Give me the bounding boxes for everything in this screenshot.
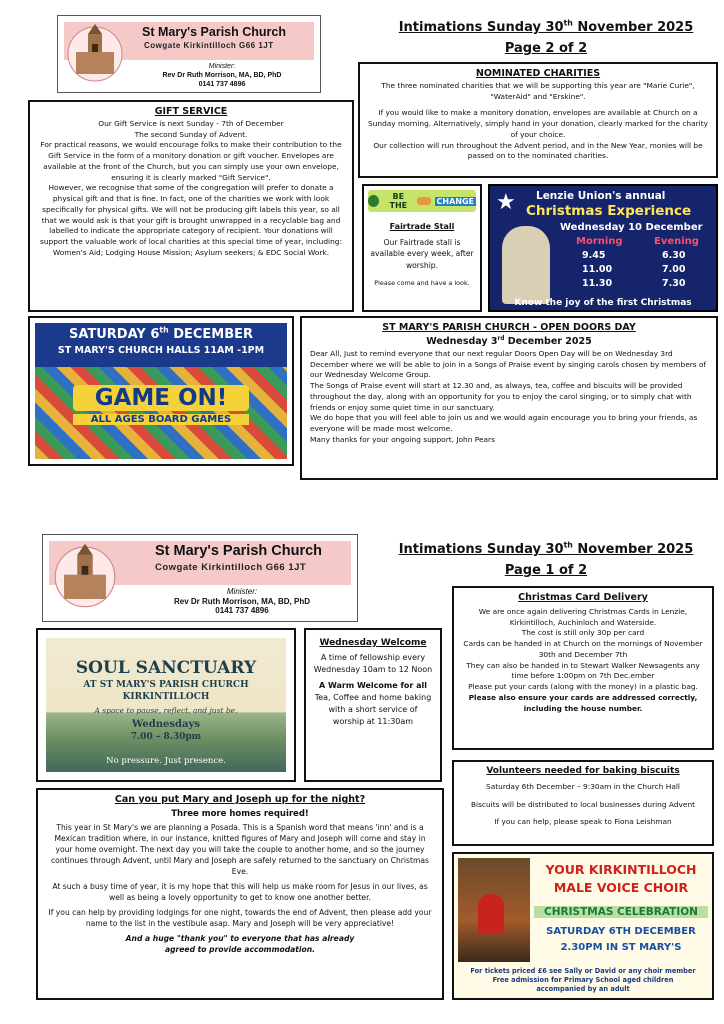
- church-logo-box: [42, 534, 358, 622]
- charities-text-1: The three nominated charities that we will be supporting this year are "Marie Curie", "WaterAid" and "Erskine".: [381, 81, 695, 101]
- soul-sanctuary-box: [36, 628, 296, 782]
- open-doors-day-box: [300, 316, 718, 480]
- soul-sanctuary-poster: [46, 638, 286, 772]
- gift-line-1: Our Gift Service is next Sunday - 7th of December: [98, 119, 284, 128]
- open-doors-text-3: We do hope that you will feel able to join us and we would again encourage you to bring your friends, as everyone will be made most welcome.: [310, 413, 698, 434]
- charities-text-3: Our collection will run throughout the Advent period, and in the New Year, monies will be passed on to the nominated charities.: [373, 140, 703, 161]
- minister-name: Rev Dr Ruth Morrison, MA, BD, PhD: [162, 71, 282, 79]
- church-name: St Mary's Parish Church: [142, 25, 286, 39]
- choir-line-1: YOUR KIRKINTILLOCH: [545, 862, 697, 877]
- open-doors-text-2: The Songs of Praise event will start at 12.30 and, as always, tea, coffee and biscuits will be provided throughout the day, along with an opportunity for you to enjoy the carol singing, or to simply chat with friends or enjoy some quiet time in our sanctuary.: [310, 381, 692, 412]
- welcome-line-2: A Warm Welcome for all: [318, 681, 428, 690]
- wednesday-welcome-box: [304, 628, 442, 782]
- morning-time: 11.00: [582, 264, 613, 275]
- soul-church: AT ST MARY'S PARISH CHURCH: [83, 680, 249, 690]
- volunteers-title: Volunteers needed for baking biscuits: [486, 766, 680, 776]
- fairtrade-box: [362, 184, 482, 312]
- gift-text-3: Women's Aid; Lodging House Mission; Asylum seekers; & EDC Social Work.: [52, 247, 330, 257]
- church-building-icon: [53, 543, 117, 613]
- poster-title: Christmas Experience: [526, 203, 692, 219]
- angel-figure: [502, 226, 550, 304]
- church-logo-box: [57, 15, 321, 93]
- fairtrade-text: Our Fairtrade stall is available every week, after worship.: [370, 238, 474, 270]
- church-address: Cowgate Kirkintilloch G66 1JT: [144, 41, 274, 50]
- star-icon: ★: [496, 190, 516, 215]
- church-phone: 0141 737 4896: [215, 606, 269, 616]
- santa-figure: [478, 894, 504, 934]
- charities-title: NOMINATED CHARITIES: [475, 68, 601, 79]
- cards-line-3: Cards can be handed in at Church on the mornings of November 30th and December 7th: [463, 639, 703, 659]
- soul-footer: No pressure. Just presence.: [106, 756, 226, 766]
- evening-time: 6.30: [662, 250, 686, 261]
- morning-label: Morning: [576, 236, 623, 247]
- male-voice-choir-poster: [452, 852, 714, 1000]
- open-doors-date: Wednesday 3rd December 2025: [426, 335, 592, 347]
- cards-title: Christmas Card Delivery: [518, 592, 648, 603]
- open-doors-title: ST MARY'S PARISH CHURCH - OPEN DOORS DAY: [382, 322, 636, 333]
- posada-box: [36, 788, 444, 1000]
- posada-text-1: This year in St Mary's we are planning a Posada. This is a Spanish word that means 'inn' and is a Mexican tradition where, in our instance, knitted figures of Mary and Joseph will come and stay in your home overnight. The next day you will take the couple to another home, and so the journey continues through Advent, until Mary and Joseph are safely returned to the sanctuary on Christmas Eve.: [51, 823, 429, 876]
- church-building-icon: [66, 24, 124, 86]
- minister-label: Minister:: [226, 587, 258, 596]
- soul-title: SOUL SANCTUARY: [75, 658, 257, 678]
- soul-time: 7.00 – 8.30pm: [130, 732, 202, 742]
- game-on-title: GAME ON!: [73, 385, 249, 411]
- poster-date: Wednesday 10 December: [560, 222, 703, 233]
- church-name: St Mary's Parish Church: [155, 543, 323, 559]
- game-on-subtitle: ALL AGES BOARD GAMES: [73, 414, 249, 425]
- soul-day: Wednesdays: [132, 719, 200, 730]
- page1-page-number: Page 1 of 2: [504, 563, 588, 578]
- posada-text-4: And a huge "thank you" to everyone that has already agreed to provide accommodation.: [125, 934, 355, 954]
- cards-line-5: Please put your cards (along with the money) in a plastic bag.: [468, 682, 698, 692]
- board-games-artwork: [35, 367, 287, 459]
- minister-label: Minister:: [208, 63, 236, 70]
- posada-subtitle: Three more homes required!: [171, 809, 309, 819]
- christmas-experience-poster: [488, 184, 718, 312]
- gift-service-box: [28, 100, 354, 312]
- fairtrade-title: Fairtrade Stall: [389, 222, 455, 231]
- choir-admission: Free admission for Primary School aged children accompanied by an adult: [492, 976, 674, 994]
- morning-time: 9.45: [582, 250, 606, 261]
- evening-time: 7.00: [662, 264, 686, 275]
- gift-text-2: However, we recognise that some of the congregation will prefer to donate a physical gift and that is fine. In fact, one of the charities we work with look specifically for physical gifts. We will not be producing gift labels this year, so all that we would ask is that your gift is brought unwrapped in a recyclable bag and labelled to indicate the appropriate category of recipient. Your donations will support the valuable work of local charities at this special time of year, including:: [40, 183, 342, 247]
- christmas-card-delivery-box: [452, 586, 714, 750]
- evening-label: Evening: [654, 236, 699, 247]
- church-address: Cowgate Kirkintilloch G66 1JT: [155, 562, 307, 573]
- volunteers-line-1: Saturday 6th December – 9:30am in the Church Hall: [486, 782, 680, 791]
- church-phone: 0141 737 4896: [198, 80, 246, 88]
- cards-line-1: We are once again delivering Christmas Cards in Lenzie, Kirkintilloch, Auchinloch and Waterside.: [478, 607, 688, 627]
- open-doors-text-4: Many thanks for your ongoing support, John Pears: [310, 434, 495, 444]
- welcome-line-1: A time of fellowship every Wednesday 10am to 12 Noon: [313, 653, 433, 674]
- posada-title: Can you put Mary and Joseph up for the night?: [114, 794, 366, 805]
- poster-top-text: Lenzie Union's annual: [536, 190, 666, 202]
- game-on-poster-box: [28, 316, 294, 466]
- volunteers-line-3: If you can help, please speak to Fiona Leishman: [494, 817, 672, 827]
- cards-line-6: Please also ensure your cards are addressed correctly, including the house number.: [468, 692, 698, 713]
- volunteers-box: [452, 760, 714, 846]
- open-doors-text-1: Dear All, Just to remind everyone that our next regular Doors Open Day will be on Wednesday 3rd December where we will be able to join in a Songs of Praise event by singing carols chosen by members of our Wednesday Welcome Group.: [310, 349, 707, 380]
- soul-tagline: A space to pause, reflect, and just be.: [94, 706, 238, 715]
- choir-line-2: MALE VOICE CHOIR: [553, 880, 689, 895]
- nominated-charities-box: [358, 62, 718, 178]
- volunteers-line-2: Biscuits will be distributed to local businesses during Advent: [470, 799, 696, 809]
- cards-line-4: They can also be handed in to Stewart Walker Newsagents any time before 1:00pm on 7th Dec.ember: [466, 660, 700, 681]
- morning-time: 11.30: [582, 278, 613, 289]
- page2-page-number: Page 2 of 2: [504, 41, 588, 56]
- welcome-line-3: Tea, Coffee and home baking with a short service of worship at 11:30am: [314, 693, 432, 726]
- soul-town: KIRKINTILLOCH: [122, 692, 210, 702]
- choir-line-5: 2.30PM IN ST MARY'S: [560, 942, 682, 953]
- choir-line-3: CHRISTMAS CELEBRATION: [534, 906, 708, 918]
- choir-tickets: For tickets priced £6 see Sally or David or any choir member: [470, 967, 696, 976]
- fairtrade-note: Please come and have a look.: [374, 279, 470, 288]
- minister-name: Rev Dr Ruth Morrison, MA, BD, PhD: [173, 596, 310, 606]
- globe-icon: [368, 195, 379, 207]
- cards-line-2: The cost is still only 30p per card: [521, 628, 645, 638]
- fairtrade-banner: BE THE CHANGE: [368, 190, 476, 212]
- evening-time: 7.30: [662, 278, 686, 289]
- posada-text-2: At such a busy time of year, it is my hope that this will help us make room for Jesus in our lives, as well as being a lovely opportunity to get to know one another better.: [52, 882, 428, 902]
- choir-line-4: SATURDAY 6TH DECEMBER: [546, 926, 696, 937]
- posada-text-3: If you can help by providing lodgings for one night, towards the end of Advent, then please add your name to the list in the vestibule asap. Mary and Joseph will be very appreciative!: [48, 908, 432, 928]
- game-on-date: SATURDAY 6th DECEMBER: [68, 325, 254, 342]
- fairtrade-hands-icon: [417, 197, 430, 205]
- gift-service-title: GIFT SERVICE: [154, 106, 228, 117]
- page1-heading: Intimations Sunday 30th November 2025: [398, 540, 694, 557]
- charities-text-2: If you would like to make a monitory donation, envelopes are available at Church on a Sunday morning. Alternatively, simply hand in your donation, clearly marked for the charity of your choice.: [368, 108, 708, 139]
- page2-heading: Intimations Sunday 30th November 2025: [398, 18, 694, 35]
- gift-text-1: For practical reasons, we would encourage folks to make their contribution to the Gift Service in the form of a monitory donation or gift voucher. Envelopes are available at the front of the Church, but you can simply use your own envelope, ensuring it is clearly marked "Gift Service".: [40, 140, 342, 182]
- gift-line-2: The second Sunday of Advent.: [134, 129, 248, 139]
- welcome-title: Wednesday Welcome: [319, 638, 427, 648]
- choir-photo: [458, 858, 530, 962]
- poster-footer: Know the joy of the first Christmas: [514, 298, 692, 308]
- game-on-venue: ST MARY'S CHURCH HALLS 11AM -1PM: [57, 345, 265, 356]
